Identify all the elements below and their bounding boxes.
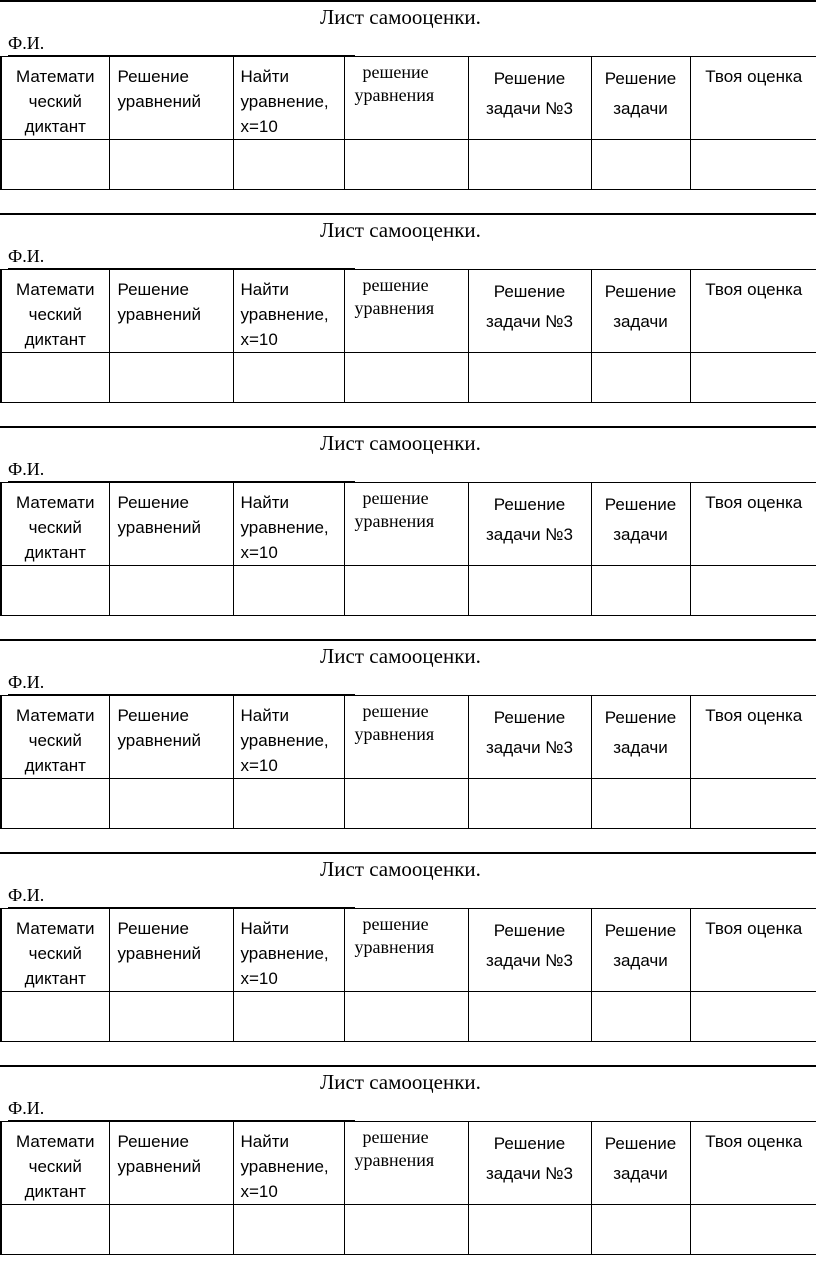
grade-cell[interactable] bbox=[344, 353, 468, 403]
self-assessment-sheet bbox=[0, 1065, 816, 1251]
header-row bbox=[1, 909, 816, 992]
grade-cell[interactable] bbox=[109, 1205, 233, 1255]
grade-cell[interactable] bbox=[468, 992, 591, 1042]
header-label: Математи ческий диктант bbox=[15, 706, 95, 775]
header-label: решение уравнения bbox=[354, 1127, 435, 1170]
grade-cell[interactable] bbox=[591, 566, 690, 616]
assessment-table bbox=[0, 482, 816, 616]
sheet-title: Лист самооценки. bbox=[320, 5, 481, 29]
header-label: Найти уравнение, х=10 bbox=[240, 919, 329, 988]
grade-cell[interactable] bbox=[233, 140, 344, 190]
grade-cell[interactable] bbox=[109, 566, 233, 616]
header-label: Решение задачи bbox=[604, 708, 677, 757]
header-label: Решение уравнений bbox=[117, 919, 201, 963]
grade-cell[interactable] bbox=[1, 353, 109, 403]
header-label: Математи ческий диктант bbox=[15, 280, 95, 349]
header-cell-problem-3 bbox=[468, 909, 591, 992]
header-cell-problem-3 bbox=[468, 270, 591, 353]
grade-cell[interactable] bbox=[344, 992, 468, 1042]
header-cell-equation-solution bbox=[344, 270, 468, 353]
grade-cell[interactable] bbox=[690, 353, 816, 403]
grade-cell[interactable] bbox=[468, 1205, 591, 1255]
header-cell-dictation bbox=[1, 57, 109, 140]
assessment-table bbox=[0, 695, 816, 829]
grade-cell[interactable] bbox=[344, 140, 468, 190]
header-cell-problem bbox=[591, 57, 690, 140]
header-cell-problem-3 bbox=[468, 1122, 591, 1205]
header-cell-solving-equations bbox=[109, 696, 233, 779]
sheet-title: Лист самооценки. bbox=[320, 644, 481, 668]
assessment-table bbox=[0, 908, 816, 1042]
name-label: Ф.И. bbox=[8, 459, 45, 479]
header-label: Математи ческий диктант bbox=[15, 67, 95, 136]
name-label: Ф.И. bbox=[8, 885, 45, 905]
header-label: Найти уравнение, х=10 bbox=[240, 706, 329, 775]
grade-cell[interactable] bbox=[233, 992, 344, 1042]
header-label: Решение задачи bbox=[604, 69, 677, 118]
header-row bbox=[1, 483, 816, 566]
header-cell-solving-equations bbox=[109, 57, 233, 140]
header-label: Математи ческий диктант bbox=[15, 1132, 95, 1201]
grade-cell[interactable] bbox=[233, 1205, 344, 1255]
header-label: Решение уравнений bbox=[117, 706, 201, 750]
header-cell-your-grade bbox=[690, 483, 816, 566]
header-cell-equation-solution bbox=[344, 696, 468, 779]
grade-cell[interactable] bbox=[690, 1205, 816, 1255]
header-cell-problem bbox=[591, 909, 690, 992]
header-label: решение уравнения bbox=[354, 62, 435, 105]
header-cell-solving-equations bbox=[109, 1122, 233, 1205]
header-cell-your-grade bbox=[690, 57, 816, 140]
header-cell-your-grade bbox=[690, 909, 816, 992]
grade-row bbox=[1, 566, 816, 616]
header-cell-find-equation bbox=[233, 57, 344, 140]
grade-cell[interactable] bbox=[690, 779, 816, 829]
name-label: Ф.И. bbox=[8, 672, 45, 692]
header-cell-equation-solution bbox=[344, 909, 468, 992]
header-cell-find-equation bbox=[233, 909, 344, 992]
header-cell-problem bbox=[591, 270, 690, 353]
header-cell-problem bbox=[591, 1122, 690, 1205]
grade-cell[interactable] bbox=[690, 140, 816, 190]
grade-cell[interactable] bbox=[591, 353, 690, 403]
sheet-title: Лист самооценки. bbox=[320, 1070, 481, 1094]
header-label: Твоя оценка bbox=[705, 1132, 803, 1151]
header-cell-solving-equations bbox=[109, 483, 233, 566]
header-label: Решение задачи bbox=[604, 282, 677, 331]
grade-cell[interactable] bbox=[344, 1205, 468, 1255]
self-assessment-sheet bbox=[0, 639, 816, 825]
header-label: Математи ческий диктант bbox=[15, 919, 95, 988]
grade-row bbox=[1, 992, 816, 1042]
self-assessment-sheet bbox=[0, 0, 816, 186]
header-label: Решение задачи bbox=[604, 1134, 677, 1183]
header-label: решение уравнения bbox=[354, 275, 435, 318]
header-label: Твоя оценка bbox=[705, 493, 803, 512]
grade-cell[interactable] bbox=[109, 779, 233, 829]
header-cell-problem bbox=[591, 696, 690, 779]
header-label: Математи ческий диктант bbox=[15, 493, 95, 562]
grade-row bbox=[1, 1205, 816, 1255]
header-label: Найти уравнение, х=10 bbox=[240, 67, 329, 136]
grade-cell[interactable] bbox=[468, 140, 591, 190]
header-row bbox=[1, 696, 816, 779]
header-cell-dictation bbox=[1, 1122, 109, 1205]
grade-cell[interactable] bbox=[468, 779, 591, 829]
header-label: Решение задачи №3 bbox=[485, 495, 574, 544]
header-label: Найти уравнение, х=10 bbox=[240, 1132, 329, 1201]
grade-cell[interactable] bbox=[1, 566, 109, 616]
grade-cell[interactable] bbox=[1, 992, 109, 1042]
header-label: Решение задачи №3 bbox=[485, 708, 574, 757]
assessment-table bbox=[0, 1121, 816, 1255]
header-label: решение уравнения bbox=[354, 488, 435, 531]
header-label: Решение задачи bbox=[604, 495, 677, 544]
assessment-table bbox=[0, 56, 816, 190]
header-cell-equation-solution bbox=[344, 57, 468, 140]
header-cell-solving-equations bbox=[109, 909, 233, 992]
name-field[interactable] bbox=[8, 1098, 355, 1121]
header-cell-find-equation bbox=[233, 1122, 344, 1205]
sheet-title: Лист самооценки. bbox=[320, 431, 481, 455]
grade-cell[interactable] bbox=[109, 140, 233, 190]
header-label: Решение задачи №3 bbox=[485, 282, 574, 331]
header-label: Твоя оценка bbox=[705, 280, 803, 299]
grade-cell[interactable] bbox=[344, 779, 468, 829]
header-row bbox=[1, 57, 816, 140]
header-row bbox=[1, 270, 816, 353]
grade-cell[interactable] bbox=[591, 1205, 690, 1255]
header-cell-solving-equations bbox=[109, 270, 233, 353]
header-cell-dictation bbox=[1, 909, 109, 992]
name-field[interactable] bbox=[8, 246, 355, 269]
grade-cell[interactable] bbox=[591, 992, 690, 1042]
header-cell-find-equation bbox=[233, 696, 344, 779]
self-assessment-sheet bbox=[0, 852, 816, 1038]
header-cell-dictation bbox=[1, 270, 109, 353]
header-label: Решение уравнений bbox=[117, 280, 201, 324]
self-assessment-sheet bbox=[0, 213, 816, 399]
header-cell-dictation bbox=[1, 483, 109, 566]
header-cell-find-equation bbox=[233, 270, 344, 353]
grade-row bbox=[1, 140, 816, 190]
grade-cell[interactable] bbox=[1, 140, 109, 190]
grade-cell[interactable] bbox=[233, 779, 344, 829]
header-label: Решение задачи №3 bbox=[485, 1134, 574, 1183]
header-label: Решение задачи №3 bbox=[485, 921, 574, 970]
header-cell-your-grade bbox=[690, 696, 816, 779]
grade-cell[interactable] bbox=[233, 566, 344, 616]
name-label: Ф.И. bbox=[8, 1098, 45, 1118]
header-cell-problem-3 bbox=[468, 483, 591, 566]
header-label: Решение уравнений bbox=[117, 1132, 201, 1176]
header-label: Решение задачи bbox=[604, 921, 677, 970]
header-cell-equation-solution bbox=[344, 483, 468, 566]
header-label: Найти уравнение, х=10 bbox=[240, 280, 329, 349]
grade-cell[interactable] bbox=[591, 140, 690, 190]
header-cell-your-grade bbox=[690, 270, 816, 353]
header-cell-problem-3 bbox=[468, 57, 591, 140]
grade-cell[interactable] bbox=[591, 779, 690, 829]
grade-cell[interactable] bbox=[109, 353, 233, 403]
header-cell-find-equation bbox=[233, 483, 344, 566]
header-label: Решение задачи №3 bbox=[485, 69, 574, 118]
name-label: Ф.И. bbox=[8, 246, 45, 266]
header-cell-dictation bbox=[1, 696, 109, 779]
grade-row bbox=[1, 353, 816, 403]
header-cell-equation-solution bbox=[344, 1122, 468, 1205]
grade-cell[interactable] bbox=[468, 353, 591, 403]
grade-cell[interactable] bbox=[233, 353, 344, 403]
grade-cell[interactable] bbox=[344, 566, 468, 616]
name-field[interactable] bbox=[8, 459, 355, 482]
grade-cell[interactable] bbox=[1, 1205, 109, 1255]
header-label: решение уравнения bbox=[354, 914, 435, 957]
grade-row bbox=[1, 779, 816, 829]
header-cell-problem bbox=[591, 483, 690, 566]
header-label: Твоя оценка bbox=[705, 919, 803, 938]
header-label: Найти уравнение, х=10 bbox=[240, 493, 329, 562]
grade-cell[interactable] bbox=[690, 992, 816, 1042]
header-label: Решение уравнений bbox=[117, 67, 201, 111]
header-label: решение уравнения bbox=[354, 701, 435, 744]
sheet-title: Лист самооценки. bbox=[320, 218, 481, 242]
grade-cell[interactable] bbox=[468, 566, 591, 616]
name-label: Ф.И. bbox=[8, 33, 45, 53]
header-cell-your-grade bbox=[690, 1122, 816, 1205]
grade-cell[interactable] bbox=[690, 566, 816, 616]
header-label: Твоя оценка bbox=[705, 706, 803, 725]
self-assessment-sheet bbox=[0, 426, 816, 612]
name-field[interactable] bbox=[8, 672, 355, 695]
header-label: Твоя оценка bbox=[705, 67, 803, 86]
grade-cell[interactable] bbox=[109, 992, 233, 1042]
header-row bbox=[1, 1122, 816, 1205]
header-cell-problem-3 bbox=[468, 696, 591, 779]
header-label: Решение уравнений bbox=[117, 493, 201, 537]
name-field[interactable] bbox=[8, 33, 355, 56]
sheet-title: Лист самооценки. bbox=[320, 857, 481, 881]
assessment-table bbox=[0, 269, 816, 403]
name-field[interactable] bbox=[8, 885, 355, 908]
grade-cell[interactable] bbox=[1, 779, 109, 829]
